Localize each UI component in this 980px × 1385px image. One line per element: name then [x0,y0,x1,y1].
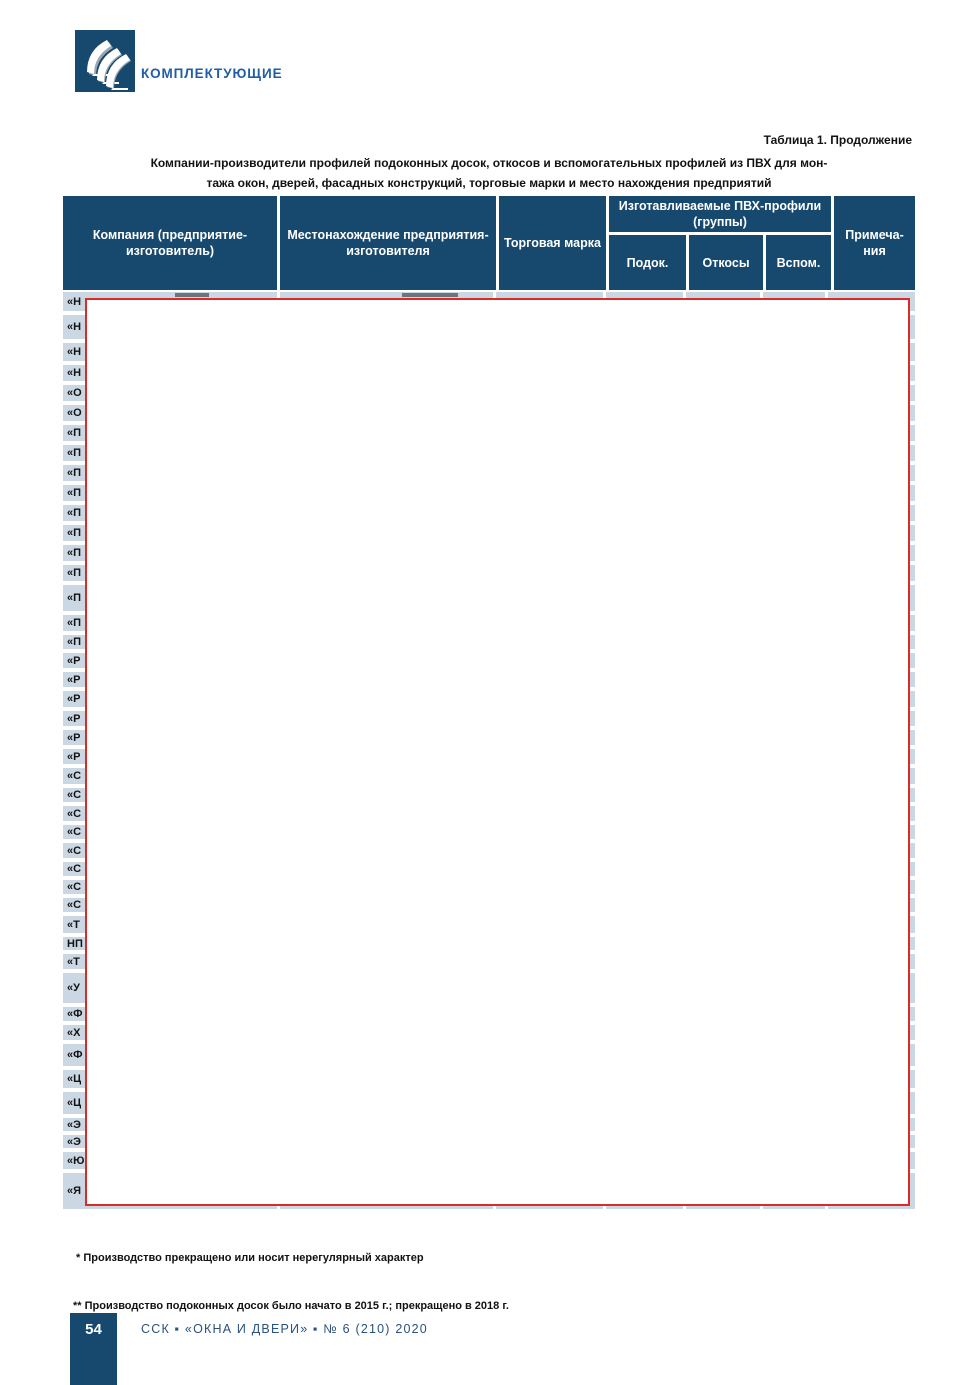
row-label-fragment: «П [67,527,82,539]
row-label-fragment: «Р [67,731,81,744]
row-label-fragment: «С [67,807,82,820]
header-profiles-group-wrap [609,196,831,290]
header-company: Компания (предприятие-изготовитель) [63,196,277,290]
row-label-fragment: «Р [67,673,81,686]
row-label-fragment: «П [67,617,82,629]
row-label-fragment: «Р [67,750,81,763]
section-label: КОМПЛЕКТУЮЩИЕ [141,66,283,81]
row-label-fragment: «О [67,387,82,399]
row-label-fragment: «С [67,770,82,782]
logo-swoosh-icon [75,30,135,92]
header-profiles-group: Изготавливаемые ПВХ-профили (группы) [609,196,831,232]
row-label-fragment: «Х [67,1026,81,1039]
row-label-fragment: «У [67,982,80,994]
journal-footer-line: ССК ▪ «ОКНА И ДВЕРИ» ▪ № 6 (210) 2020 [141,1322,428,1336]
clipped-text-fragment [402,293,458,297]
row-label-fragment: «Ф [67,1008,83,1020]
row-label-fragment: «П [67,636,82,648]
row-label-fragment: «П [67,547,82,559]
row-label-fragment: «С [67,789,82,801]
header-profiles-subcolumns [609,235,831,290]
header-location: Местонахождение предприятия-изготовителя [280,196,496,290]
table-title-line1: Компании-производители профилей подоконных досок, откосов и вспомогательных профилей из ПВХ для мон- [150,156,828,170]
table-header [63,196,915,290]
row-label-fragment: «П [67,447,82,459]
row-label-fragment: «Ц [67,1097,82,1109]
companies-table [63,196,915,1209]
header-notes: Примеча-ния [834,196,915,290]
row-label-fragment: «Т [67,955,80,968]
row-label-fragment: «О [67,407,82,419]
row-label-fragment: «С [67,899,82,911]
row-label-fragment: «Н [67,346,82,358]
row-label-fragment: «П [67,507,82,519]
row-label-fragment: «Т [67,918,80,931]
row-label-fragment: «Н [67,367,82,379]
page-number-box [70,1313,117,1385]
row-label-fragment: НП [67,937,83,950]
table-body [63,292,915,1209]
row-label-fragment: «Я [67,1185,82,1197]
row-label-fragment: «С [67,881,82,893]
page-number: 54 [85,1321,102,1338]
row-label-fragment: «Э [67,1135,81,1148]
row-label-fragment: «Р [67,654,81,667]
publisher-logo [75,30,135,92]
row-label-fragment: «С [67,844,82,857]
clipped-text-fragment [175,293,209,297]
row-label-fragment: «Ц [67,1073,82,1085]
table-title [63,153,915,193]
table-title-line2: тажа окон, дверей, фасадных конструкций, торговые марки и место нахождения предприятий [206,176,772,190]
row-label-fragment: «Ю [67,1154,85,1167]
table-caption: Таблица 1. Продолжение [763,133,912,147]
footnote-1: * Производство прекращено или носит нерегулярный характер [73,1252,424,1264]
header-brand: Торговая марка [499,196,606,290]
row-label-fragment: «Ф [67,1049,83,1061]
redaction-overlay [85,298,910,1206]
row-label-fragment: «П [67,427,82,439]
row-label-fragment: «П [67,467,82,479]
header-sub-podok: Подок. [609,235,686,290]
row-label-fragment: «Н [67,321,82,333]
row-label-fragment: «С [67,863,82,875]
footnote-2: ** Производство подоконных досок было начато в 2015 г.; прекращено в 2018 г. [73,1300,509,1312]
header-sub-otkosy: Откосы [689,235,763,290]
row-label-fragment: «Р [67,693,81,705]
row-label-fragment: «Н [67,295,82,308]
row-label-fragment: «П [67,567,82,579]
row-label-fragment: «С [67,826,82,838]
row-label-fragment: «Р [67,712,81,725]
header-sub-vspom: Вспом. [766,235,831,290]
row-label-fragment: «Э [67,1118,81,1131]
row-label-fragment: «П [67,487,82,499]
row-label-fragment: «П [67,592,82,604]
